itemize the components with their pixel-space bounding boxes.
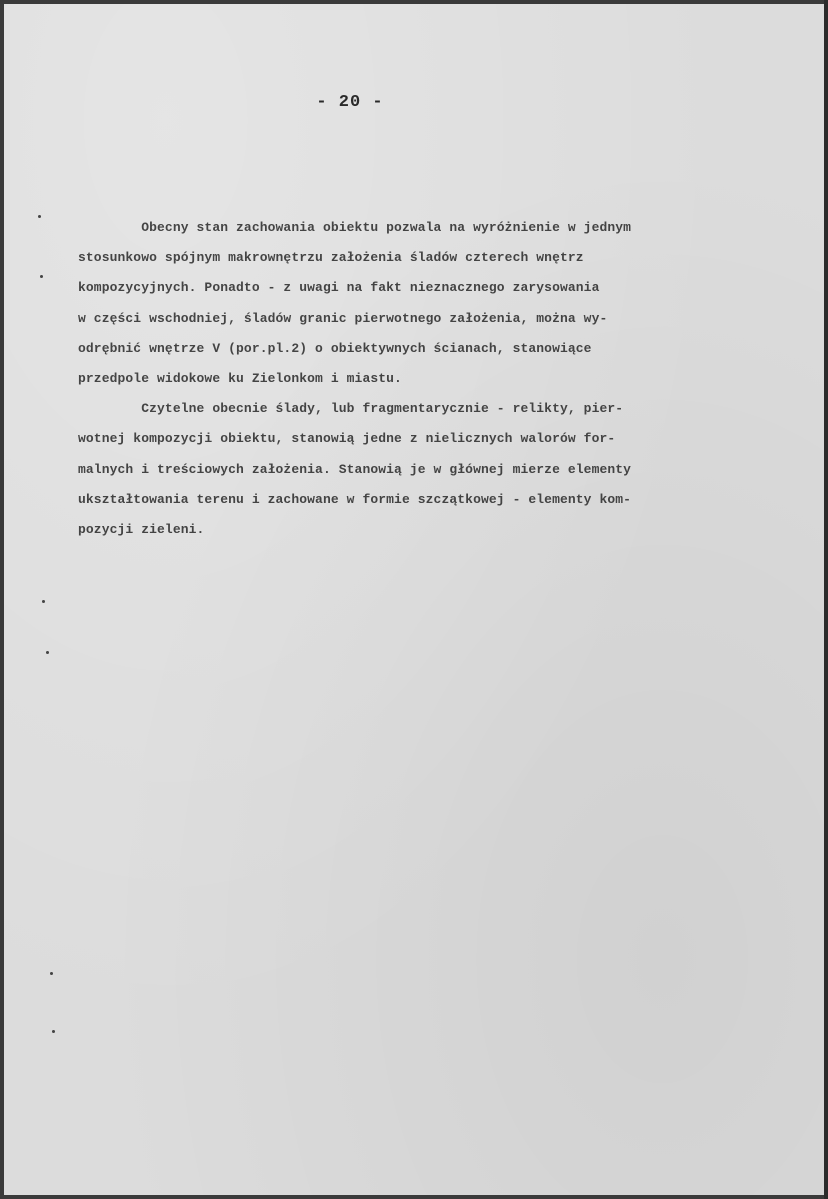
text-line: pozycji zieleni. bbox=[78, 521, 205, 537]
text-line: ukształtowania terenu i zachowane w formie szczątkowej - elementy kom- bbox=[78, 491, 632, 507]
margin-mark bbox=[40, 275, 43, 278]
body-text bbox=[78, 213, 778, 545]
text-line: przedpole widokowe ku Zielonkom i miastu. bbox=[78, 370, 402, 386]
margin-mark bbox=[38, 215, 41, 218]
text-line: Obecny stan zachowania obiektu pozwala na wyróżnienie w jednym bbox=[78, 220, 632, 235]
margin-mark bbox=[50, 972, 53, 975]
scan-edge bbox=[824, 0, 828, 1199]
text-line: malnych i treściowych założenia. Stanowią je w głównej mierze elementy bbox=[78, 461, 632, 477]
text-line: kompozycyjnych. Ponadto - z uwagi na fakt nieznacznego zarysowania bbox=[78, 280, 600, 296]
margin-mark bbox=[42, 600, 45, 603]
text-line: stosunkowo spójnym makrownętrzu założenia śladów czterech wnętrz bbox=[78, 250, 584, 266]
margin-mark bbox=[52, 1030, 55, 1033]
text-line: w części wschodniej, śladów granic pierwotnego założenia, można wy- bbox=[78, 310, 608, 326]
text-line: wotnej kompozycji obiektu, stanowią jedne z nielicznych walorów for- bbox=[78, 431, 616, 447]
text-line: Czytelne obecnie ślady, lub fragmentarycznie - relikty, pier- bbox=[78, 401, 624, 417]
text-line: odrębnić wnętrze V (por.pl.2) o obiektywnych ścianach, stanowiące bbox=[78, 340, 592, 356]
margin-mark bbox=[46, 651, 49, 654]
page-number: - 20 - bbox=[316, 93, 384, 112]
